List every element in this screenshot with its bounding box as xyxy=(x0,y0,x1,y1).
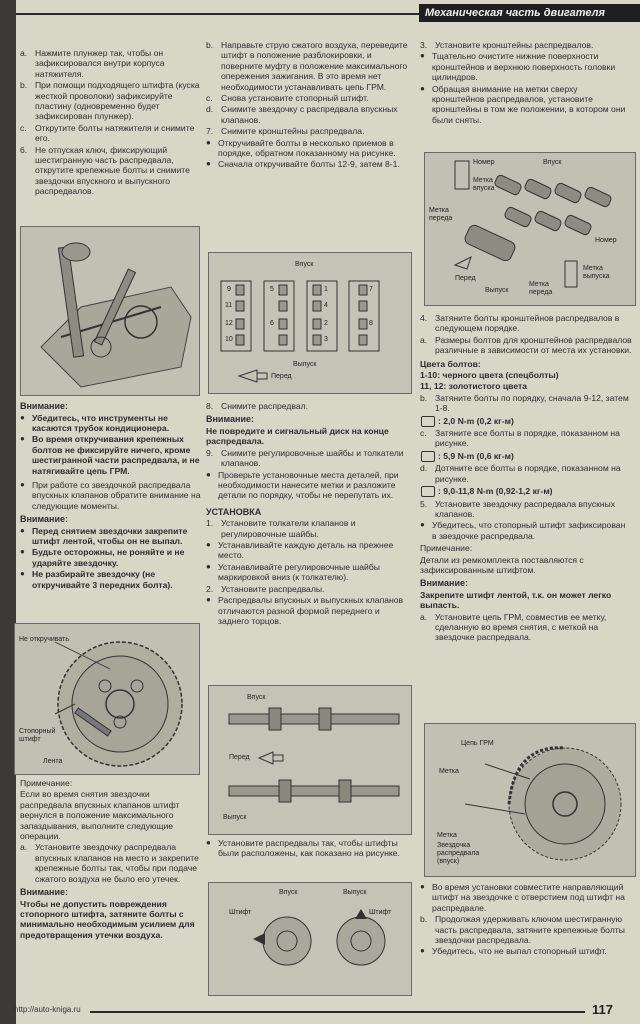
text: Штифт xyxy=(369,909,392,916)
torque-spec: : 5,9 N-m (0,6 кг-м) xyxy=(420,451,632,461)
text: Снимите кронштейны распредвала. xyxy=(221,126,365,137)
text: Затяните болты кронштейнов распредвалов в следующем порядке. xyxy=(435,313,620,334)
column-2-middle xyxy=(206,401,412,627)
text: Направьте струю сжатого воздуха, переведите штифт в положение разблокировки, и поверните муфту в положение максимального опережения зажигания. В это время нет необходимости устанавливать цепь ГРМ. xyxy=(221,40,408,92)
attention-heading-3: Внимание: xyxy=(20,887,68,898)
note-title: Примечание: xyxy=(20,778,73,788)
text: d. xyxy=(206,104,214,115)
fig-label: Стопорный штифт xyxy=(19,728,56,743)
list-item xyxy=(206,104,412,125)
bolt-number: 1 xyxy=(324,286,328,293)
step-b xyxy=(20,80,202,122)
torque-spec: : 9,0-11,8 N-m (0,92-1,2 кг-м) xyxy=(420,486,632,496)
text: Снимите распредвал. xyxy=(221,401,309,411)
text: ● Проверьте установочные места деталей, при необходимости нанесите метки и разложите детали по порядку, чтобы не перепутать их. xyxy=(206,470,412,501)
column-3-top xyxy=(420,40,632,126)
text: a. xyxy=(420,334,428,345)
text: Снимите регулировочные шайбы и толкатели клапанов. xyxy=(221,447,404,469)
text: a. xyxy=(20,842,28,853)
column-1-middle xyxy=(20,398,202,591)
attention-heading-1: Внимание: xyxy=(20,401,68,411)
figure-bracket-bolt-order xyxy=(208,252,412,394)
text: Штифт xyxy=(229,909,252,916)
text: Метка выпуска xyxy=(583,265,610,280)
figure-sprocket-pin xyxy=(14,623,200,775)
text: 5. xyxy=(420,498,428,509)
bolt-number: 5 xyxy=(270,286,274,293)
column-3-bottom xyxy=(420,882,632,958)
text: b. xyxy=(420,914,428,925)
text: Открутите болты натяжителя и снимите его. xyxy=(35,122,195,144)
text: Продолжая удерживать ключом шестигранную часть распредвала, затяните крепежные болты звездочки распредвала. xyxy=(435,914,625,946)
text: Не отпуская ключ, фиксирующий шестигранную часть распредвала, открутите крепежные болты и снимите звездочки впускного и выпускного распредвалов. xyxy=(35,144,190,197)
step-c xyxy=(20,123,202,144)
text: ● Устанавливайте каждую деталь на прежнее место. xyxy=(206,540,412,561)
text: b. xyxy=(20,80,28,91)
note-bullet: ● При работе со звездочкой распредвала впускных клапанов обратите внимание на следующие моменты. xyxy=(20,480,202,511)
bolt-number: 8 xyxy=(369,320,373,327)
text: 7. xyxy=(206,126,214,137)
column-1-bottom xyxy=(20,778,202,941)
text: Выпуск xyxy=(223,814,247,821)
text: Номер xyxy=(473,159,495,166)
text: Номер xyxy=(595,237,617,244)
fig-label: Не откручивать xyxy=(19,636,70,643)
list-item xyxy=(206,584,412,594)
list-item xyxy=(206,126,412,136)
figure-wrench-sprocket xyxy=(20,226,200,396)
text: 9. xyxy=(206,447,214,458)
note-text: Если во время снятия звездочки распредвала впускных клапанов штифт вернулся в положение максимального запаздывания, выполните следующие операции. xyxy=(20,789,180,842)
list-item xyxy=(206,518,412,539)
text: Установите толкатели клапанов и регулировочные шайбы. xyxy=(221,518,356,539)
attention-heading: Внимание: xyxy=(206,414,254,425)
attention-item: ● Во время откручивания крепежных болтов не фиксируйте ничего, кроме шестигранной части распредвала, и не натягивайте цепь ГРМ. xyxy=(20,434,202,476)
text: a. xyxy=(420,611,428,622)
list-item xyxy=(206,448,412,469)
text: Установите звездочку распредвала впускных клапанов на место и закрепите крепежные болты так, чтобы при подаче сжатого воздуха не было его утечек. xyxy=(35,842,199,884)
text: 6. xyxy=(20,144,28,155)
text: Затяните болты по порядку, сначала 9-12, затем 1-8. xyxy=(435,392,629,414)
text: Внимание: xyxy=(420,578,468,589)
text: 1. xyxy=(206,518,214,529)
text: 3. xyxy=(420,40,428,50)
list-item xyxy=(206,401,412,411)
text: Выпуск xyxy=(485,287,509,294)
text: Метка xyxy=(437,832,457,839)
text: Детали из ремкомплекта поставляются с зафиксированным штифтом. xyxy=(420,554,584,575)
text: Цвета болтов: xyxy=(420,358,481,369)
attention-item: ● Перед снятием звездочки закрепите штифт лентой, чтобы он не выпал. xyxy=(20,526,202,547)
header-rule xyxy=(16,13,419,15)
bolt-number: 4 xyxy=(324,302,328,309)
text: ● Откручивайте болты в несколько приемов в порядке, обратном показанному на рисунке. xyxy=(206,138,412,159)
text: Метка переда xyxy=(529,281,553,296)
attention-item: ● Будьте осторожны, не роняйте и не ударяйте звездочку. xyxy=(20,547,202,568)
text: ● Во время установки совместите направляющий штифт на звездочке с отверстием под штифт на распредвале. xyxy=(420,882,632,913)
page-number: 117 xyxy=(592,1002,613,1017)
list-item xyxy=(420,313,632,334)
figure-camshafts xyxy=(208,685,412,835)
text: Цепь ГРМ xyxy=(461,740,494,747)
text: Метка переда xyxy=(429,207,453,222)
footer-url[interactable]: http://auto-kniga.ru xyxy=(14,1005,81,1014)
text: ● Распредвалы впускных и выпускных клапанов отличаются разной формой переднего и заднего торцов. xyxy=(206,595,412,626)
text: Закрепите штифт лентой, т.к. он может легко выпасть. xyxy=(420,589,612,611)
text: Установите звездочку распредвала впускных клапанов. xyxy=(435,498,616,519)
text: Снимите звездочку с распредвала впускных клапанов. xyxy=(221,104,398,125)
bolt-number: 3 xyxy=(324,336,328,343)
bolt-number: 10 xyxy=(225,336,233,343)
text: Выпуск xyxy=(343,889,367,896)
list-item xyxy=(420,335,632,356)
column-2-after-fig xyxy=(206,838,412,860)
text: ● Обращая внимание на метки сверху кронштейнов распредвалов, установите кронштейны в том же положении, в котором они были сняты. xyxy=(420,84,632,126)
text: ● Убедитесь, что стопорный штифт зафиксирован в звездочке распредвала. xyxy=(420,520,632,541)
section-header: Механическая часть двигателя xyxy=(419,4,640,22)
note-step-a xyxy=(20,842,202,884)
text: ● Установите распредвалы так, чтобы штифты были расположены, как показано на рисунке. xyxy=(206,838,412,859)
footer-rule xyxy=(90,1011,585,1013)
text: Установите кронштейны распредвалов. xyxy=(435,40,594,50)
list-item xyxy=(420,914,632,945)
bolt-number: 7 xyxy=(369,286,373,293)
text: b. xyxy=(206,40,214,50)
text: 1-10: черного цвета (спецболты) xyxy=(420,370,559,381)
bolt-number: 6 xyxy=(270,320,274,327)
text: Снова установите стопорный штифт. xyxy=(221,93,369,104)
attention-item: ● Убедитесь, что инструменты не касаются трубок кондиционера. xyxy=(20,413,202,434)
text: Метка впуска xyxy=(473,177,495,192)
list-item xyxy=(420,428,632,449)
list-item xyxy=(206,93,412,103)
column-1-top xyxy=(20,48,202,198)
list-item xyxy=(420,40,632,50)
text: 11, 12: золотистого цвета xyxy=(420,381,527,392)
text: Впуск xyxy=(247,694,266,701)
text: Перед xyxy=(229,754,250,761)
text: 4. xyxy=(420,313,428,323)
text: Метка xyxy=(439,768,459,775)
column-3-middle xyxy=(420,313,632,644)
fig-label: Выпуск xyxy=(293,361,317,368)
bolt-number: 2 xyxy=(324,320,328,327)
text: ● Тщательно очистите нижние поверхности кронштейнов и верхнюю поверхность головки цилиндров. xyxy=(420,51,632,82)
attention-text: Чтобы не допустить повреждения стопорного штифта, затяните болты с минимально необходимым усилием для предотвращения утечки воздуха. xyxy=(20,898,195,940)
list-item xyxy=(420,612,632,643)
text: Нажмите плунжер так, чтобы он зафиксировался внутри корпуса натяжителя. xyxy=(35,48,165,79)
attention-heading-2: Внимание: xyxy=(20,514,68,525)
figure-pin-positions xyxy=(208,882,412,996)
text: d. xyxy=(420,463,428,474)
attention-item: ● Не разбирайте звездочку (не откручивайте 3 передних болта). xyxy=(20,569,202,590)
text: c. xyxy=(420,428,427,439)
text: ● Устанавливайте регулировочные шайбы маркировкой вниз (к толкателю). xyxy=(206,562,412,583)
bolt-number: 9 xyxy=(227,286,231,293)
text: ● Убедитесь, что не выпал стопорный штифт. xyxy=(420,946,632,956)
fig-label: Перед xyxy=(271,373,292,380)
list-item xyxy=(206,40,412,92)
text: Установите распредвалы. xyxy=(221,583,325,594)
bolt-number: 12 xyxy=(225,320,233,327)
torque-spec: : 2,0 N-m (0,2 кг-м) xyxy=(420,416,632,426)
list-item xyxy=(420,499,632,520)
text: Затяните все болты в порядке, показанном на рисунке. xyxy=(435,428,620,449)
text: 8. xyxy=(206,401,214,411)
text: Впуск xyxy=(543,159,562,166)
step-a xyxy=(20,48,202,79)
text: При помощи подходящего штифта (куска жесткой проволоки) зафиксируйте пластину (одновременно будет зафиксирован плунжер). xyxy=(35,80,200,122)
text: c. xyxy=(20,122,27,133)
figure-timing-chain xyxy=(424,723,636,877)
fig-label: Лента xyxy=(43,758,63,765)
text: 2. xyxy=(206,583,214,594)
text: Примечание: xyxy=(420,543,473,554)
text: ● Сначала откручивайте болты 12-9, затем 8-1. xyxy=(206,159,412,169)
text: Размеры болтов для кронштейнов распредвалов различные в зависимости от места их установки. xyxy=(435,334,632,356)
text: Звездочка распредвала (впуск) xyxy=(437,842,480,865)
text: Не повредите и сигнальный диск на конце распредвала. xyxy=(206,425,389,447)
step-6 xyxy=(20,145,202,197)
bolt-number: 11 xyxy=(225,302,233,309)
text: Дотяните все болты в порядке, показанном на рисунке. xyxy=(435,463,621,484)
column-2-top xyxy=(206,40,412,171)
text: Впуск xyxy=(279,889,298,896)
text: Установите цепь ГРМ, совместив ее метку, сделанную во время снятия, с меткой на звездочке распредвала. xyxy=(435,611,607,643)
text: b. xyxy=(420,392,428,403)
list-item xyxy=(420,463,632,484)
text: c. xyxy=(206,93,213,104)
list-item xyxy=(420,393,632,414)
text: a. xyxy=(20,48,28,58)
text: Перед xyxy=(455,275,476,282)
fig-label: Впуск xyxy=(295,261,314,268)
install-heading: УСТАНОВКА xyxy=(206,506,262,517)
figure-brackets-marks xyxy=(424,152,636,306)
book-spine xyxy=(0,0,16,1024)
